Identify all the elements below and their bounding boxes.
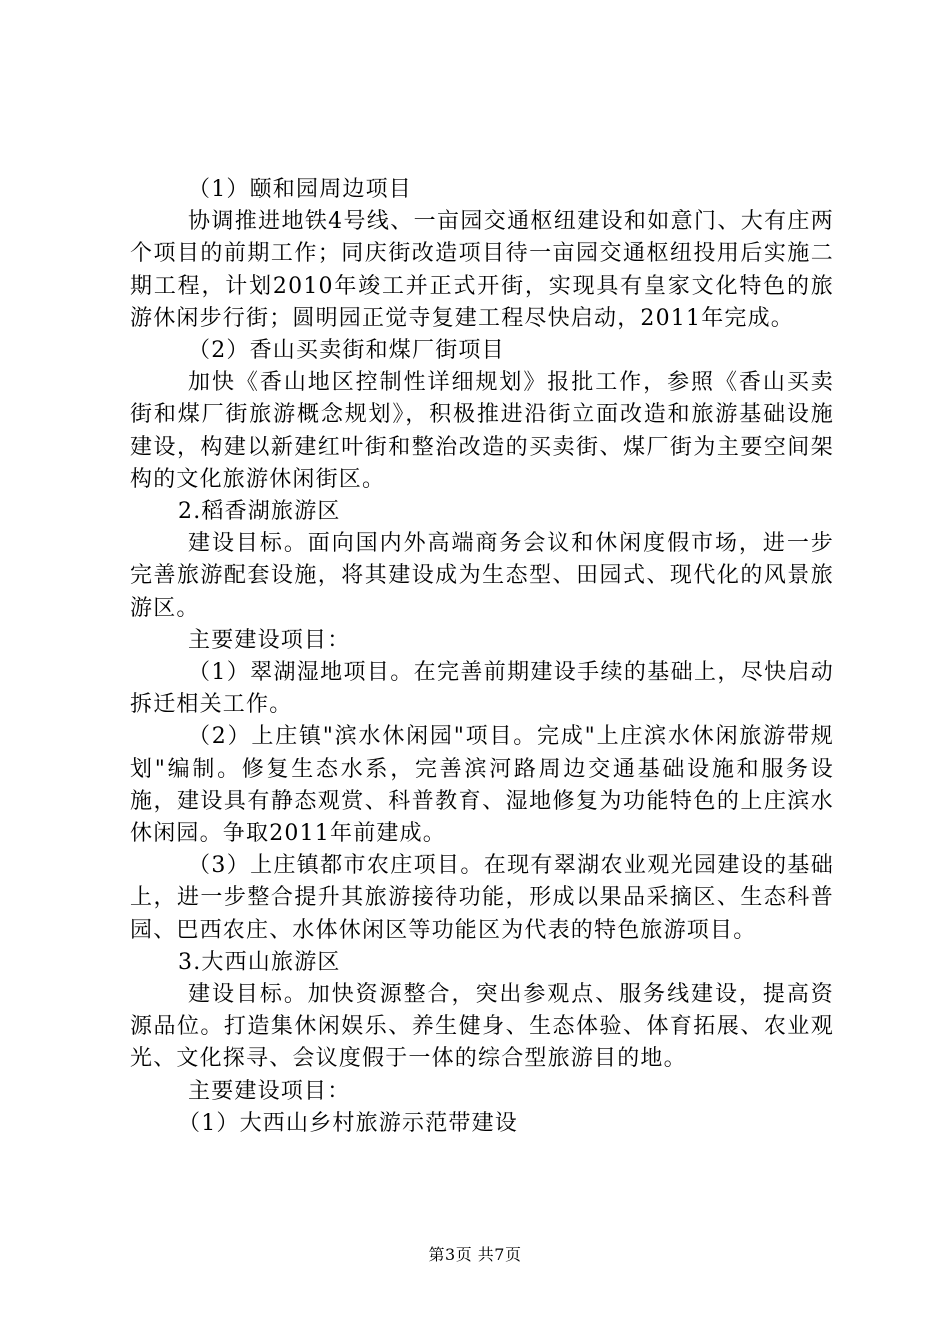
- label-main-projects-2: 主要建设项目：: [188, 1078, 351, 1104]
- paragraph-xiangshan-detail: 加快《香山地区控制性详细规划》报批工作，参照《香山买卖街和煤厂街旅游概念规划》，积极推进沿街立面改造和旅游基础设施建设，构建以新建红叶街和整治改造的买卖街、煤厂街为主要空间架构的文化旅游休闲街区。: [130, 370, 834, 492]
- section-heading-daoxiang-lake: 2.稻香湖旅游区: [178, 499, 341, 525]
- paragraph-shangzhuang-waterfront: （2）上庄镇"滨水休闲园"项目。完成"上庄滨水休闲旅游带规划"编制。修复生态水系，完善滨河路周边交通基础设施和服务设施，建设具有静态观赏、科普教育、湿地修复为功能特色的上庄滨水休闲园。争取2011年前建成。: [130, 724, 834, 847]
- paragraph-summer-palace-detail: 协调推进地铁4号线、一亩园交通枢纽建设和如意门、大有庄两个项目的前期工作；同庆街改造项目待一亩园交通枢纽投用后实施二期工程，计划2010年竣工并正式开街，实现具有皇家文化特色的旅游休闲步行街；圆明园正觉寺复建工程尽快启动，2011年完成。: [130, 209, 834, 331]
- paragraph-daxishan-goal: 建设目标。加快资源整合，突出参观点、服务线建设，提高资源品位。打造集休闲娱乐、养生健身、生态体验、体育拓展、农业观光、文化探寻、会议度假于一体的综合型旅游目的地。: [130, 982, 834, 1072]
- page-number: 第3页 共7页: [428, 1245, 522, 1264]
- heading-summer-palace-project: （1）颐和园周边项目: [188, 177, 412, 202]
- label-main-projects: 主要建设项目：: [188, 627, 351, 653]
- paragraph-daoxiang-goal: 建设目标。面向国内外高端商务会议和休闲度假市场，进一步完善旅游配套设施，将其建设成为生态型、田园式、现代化的风景旅游区。: [130, 531, 834, 621]
- paragraph-shangzhuang-farm: （3）上庄镇都市农庄项目。在现有翠湖农业观光园建设的基础上，进一步整合提升其旅游接待功能，形成以果品采摘区、生态科普园、巴西农庄、水体休闲区等功能区为代表的特色旅游项目。: [130, 853, 834, 943]
- heading-daxishan-rural-belt: （1）大西山乡村旅游示范带建设: [178, 1110, 518, 1136]
- paragraph-cuihu-wetland: （1）翠湖湿地项目。在完善前期建设手续的基础上，尽快启动拆迁相关工作。: [130, 660, 834, 718]
- document-body: [130, 174, 834, 1140]
- section-heading-daxishan: 3.大西山旅游区: [178, 949, 341, 975]
- heading-xiangshan-street-project: （2）香山买卖街和煤厂街项目: [188, 338, 505, 364]
